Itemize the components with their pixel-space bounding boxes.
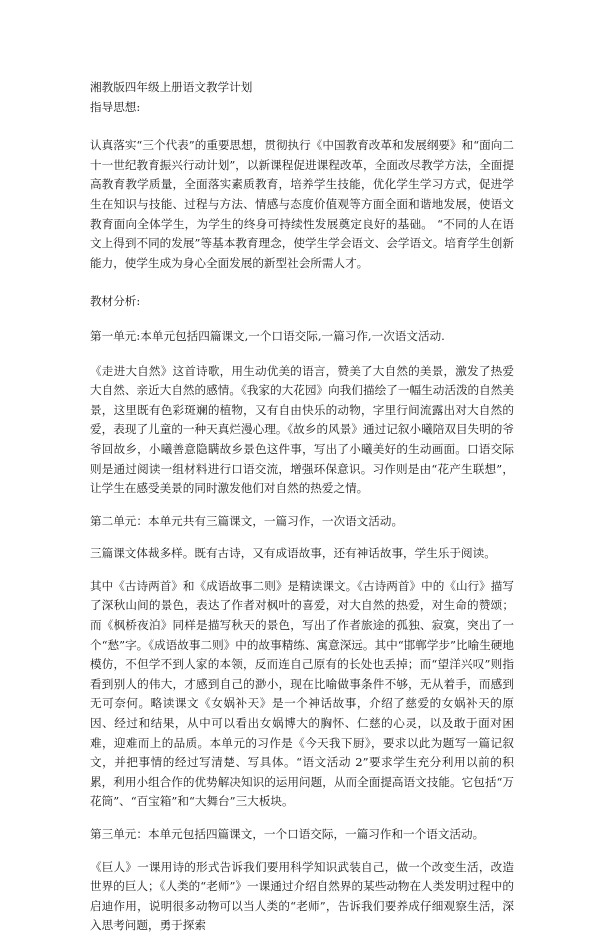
unit3-intro: 第三单元：本单元包括四篇课文，一个口语交际，一篇习作和一个语文活动。	[90, 827, 485, 841]
unit1-intro: 第一单元:本单元包括四篇课文,一个口语交际,一篇习作,一次语文活动.	[90, 328, 445, 343]
unit2-intro: 第二单元：本单元共有三篇课文，一篇习作，一次语文活动。	[90, 513, 404, 528]
spacer	[90, 812, 514, 825]
unit1-paragraph: 《走进大自然》这首诗歌，用生动优美的语言，赞美了大自然的美景，激发了热爱大自然、亲近大自然的感情。《我家的大花园》向我们描绘了一幅生动活泼的自然美景，这里既有色彩斑斓的植物，又有自由快乐的动物，字里行间流露出对大自然的爱，表现了儿童的一种天真烂漫心理。《故乡的风景》通过记叙小曦陪双目失明的爷爷回故乡，小曦善意隐瞒故乡景色这件事，写出了小曦美好的生动画面。口语交际则是通过阅读一组材料进行口语交流，增强环保意识。习作则是由“花产生联想”，让学生在感受美景的同时激发他们对自然的热爱之情。	[90, 363, 514, 496]
materials-heading: 教材分析:	[90, 294, 141, 309]
unit3-paragraph: 《巨人》一课用诗的形式告诉我们要用科学知识武装自己，做一个改变生活，改造世界的巨人；《人类的“老师”》一课通过介绍自然界的某些动物在人类发明过程中的启迪作用，说明很多动物可以当人类的“老师”，告诉我们要养成仔细观察生活，深入思考问题，勇于探索	[90, 859, 514, 933]
spacer	[90, 564, 514, 577]
spacer	[90, 347, 514, 362]
guiding-heading: 指导思想:	[90, 99, 141, 114]
document-title: 湘教版四年级上册语文教学计划	[90, 80, 253, 94]
spacer	[90, 312, 514, 327]
spacer	[90, 845, 514, 858]
unit2-paragraph: 其中《古诗两首》和《成语故事二则》是精读课文。《古诗两首》中的《山行》描写了深秋山间的景色，表达了作者对枫叶的喜爱，对大自然的热爱，对生命的赞颂；而《枫桥夜泊》同样是描写秋天的景色，写出了作者旅途的孤独、寂寞，突出了一个“愁”字。《成语故事二则》中的故事精练、寓意深远。其中“邯郸学步”比喻生硬地模仿，不但学不到人家的本领，反而连自己原有的长处也丢掉；而“望洋兴叹”则指看到别人的伟大，才感到自己的渺小，现在比喻做事条件不够，无从着手，而感到无可奈何。略读课文《女娲补天》是一个神话故事，介绍了慈爱的女娲补天的原因、经过和结果，从中可以看出女娲博大的胸怀、仁慈的心灵，以及敢于面对困难，迎难而上的品质。本单元的习作是《今天我下厨》，要求以此为题写一篇记叙文，并把事情的经过写清楚、写具体。“语文活动 2”要求学生充分利用以前的积累，利用小组合作的优势解决知识的运用问题，从而全面提高语文技能。它包括“万花筒”、“百宝箱”和“大舞台”三大板块。	[90, 578, 514, 809]
spacer	[90, 117, 514, 136]
guiding-paragraph: 认真落实“三个代表”的重要思想，贯彻执行《中国教育改革和发展纲要》和“面向二十一世纪教育振兴行动计划”，以新课程促进课程改革，全面改尽教学方法，全面提高教育教学质量，全面落实素质教育，培养学生技能，优化学生学习方式，促进学生在知识与技能、过程与方法、情感与态度价值观等方面全面和谐地发展，使语文教育面向全体学生，为学生的终身可持续性发展奠定良好的基础。 “不同的人在语文上得到不同的发展”等基本教育理念，使学生学会语文、会学语文。培育学生创新能力，使学生成为身心全面发展的新型社会所需人才。	[90, 138, 514, 270]
spacer	[90, 499, 514, 512]
unit2-variety: 三篇课文体裁多样。既有古诗，又有成语故事，还有神话故事，学生乐于阅读。	[90, 546, 496, 561]
spacer	[90, 531, 514, 544]
spacer	[90, 273, 514, 292]
